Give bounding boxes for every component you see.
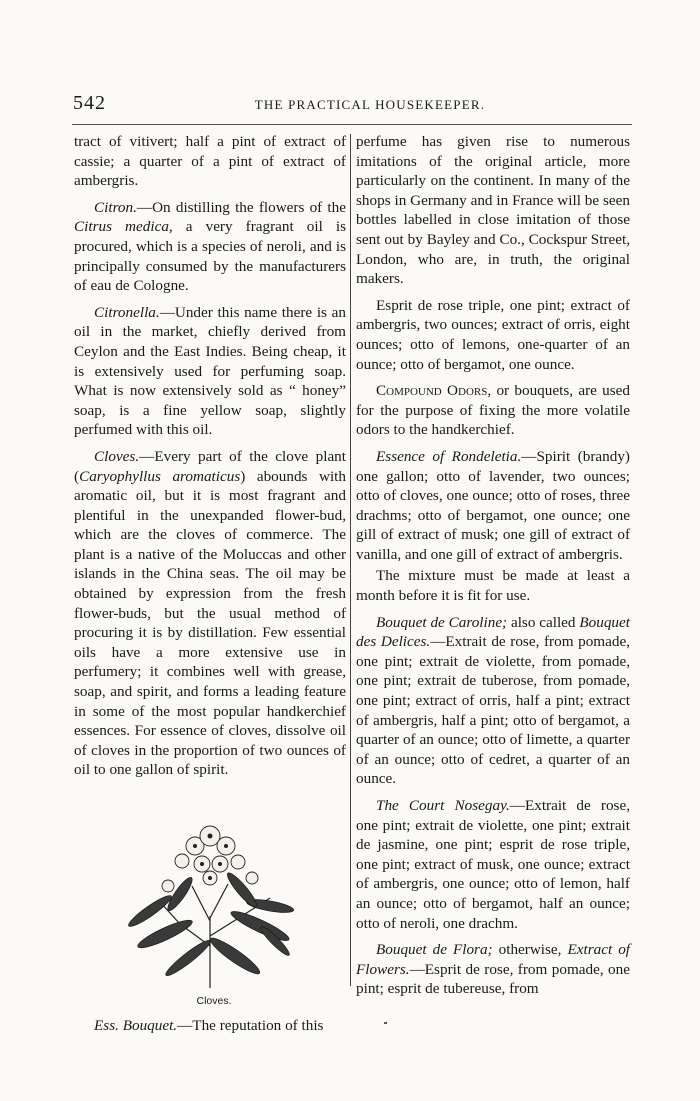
entry-heading: Essence of Rondeletia. bbox=[376, 447, 522, 465]
paragraph-ess-bouquet bbox=[74, 1016, 346, 1036]
entry-heading: Citronella. bbox=[94, 303, 160, 321]
paragraph-bouquet-flora bbox=[356, 940, 630, 999]
paragraph-text: —Every part of the clove plant ( bbox=[74, 447, 346, 485]
paragraph-rondeletia bbox=[356, 447, 630, 565]
figure-caption: Cloves. bbox=[196, 995, 232, 1007]
paragraph-text: otherwise, bbox=[492, 941, 568, 959]
entry-heading: Bouquet de Caroline; bbox=[376, 613, 508, 631]
paragraph-text: —Extrait de rose, from pomade, one pint; extrait de violette, from pomade, one pint; extrait de tuberose, from pomade, one pint; extract of orris, half a pint; extract of ambergris, half a pint; otto of bergamot, a quarter of an ounce; otto of limette, a quarter of an ounce; otto of cedret, a quarter of an ounce. bbox=[356, 633, 630, 788]
latin-name: Citrus medica bbox=[74, 218, 169, 236]
paragraph-text: —On distilling the flowers of the bbox=[136, 198, 346, 216]
paragraph-cloves bbox=[74, 447, 346, 780]
paragraph: perfume has given rise to numerous imitations of the original article, more particularly on the continent. In many of the shops in Germany and in France will be seen bottles labelled in close imitation of those sent out by Bayley and Co., Cockspur Street, London, who are, in truth, the original makers. bbox=[356, 133, 630, 288]
entry-heading: Compound Odors, bbox=[376, 382, 492, 400]
paragraph-mixture: The mixture must be made at least a month before it is fit for use. bbox=[356, 567, 630, 605]
paragraph-bouquet-caroline bbox=[356, 613, 630, 789]
paragraph-text: —Under this name there is an oil in the market, chiefly derived from Ceylon and the East Indies. Being cheap, it is extensively used for perfuming soap. What is now extensively sold as “ honey” soap, is a fine yellow soap, slightly perfumed with this oil. bbox=[74, 303, 346, 439]
entry-heading: Bouquet de Flora; bbox=[376, 941, 493, 959]
paragraph-text: ) abounds with aromatic oil, but it is most fragrant and plentiful in the unexpanded flower-bud, which are the cloves of commerce. The plant is a native of the Moluccas and other islands in the China seas. The oil may be obtained by expression from the fresh flower-buds, but the usual method of procuring it is by distillation. Few essential oils have a more extensive use in perfumery; it combines well with grease, soap, and spirit, and forms a leading feature in some of the most popular handkerchief essences. For essence of cloves, dissolve oil of cloves in the proportion of two ounces of oil to one gallon of spirit. bbox=[74, 467, 346, 779]
paragraph-text: —Esprit de rose, from pomade, one pint; esprit de tubereuse, from bbox=[356, 960, 630, 998]
latin-name: Caryophyllus aromaticus bbox=[79, 467, 241, 485]
paragraph: tract of vitivert; half a pint of extract of cassie; a quarter of a pint of extract of ambergris. bbox=[74, 133, 346, 190]
entry-heading: Ess. Bouquet. bbox=[94, 1016, 178, 1034]
paragraph-text: —The reputation of this bbox=[177, 1016, 324, 1034]
page-mark bbox=[384, 1022, 387, 1024]
paragraph-text: —Spirit (brandy) one gallon; otto of lavender, two ounces; otto of cloves, one ounce; otto of roses, three drachms; otto of bergamot, one ounce; one gill of extract of musk; one gill of extract of vanilla, and one gill of extract of ambergris. bbox=[356, 447, 630, 563]
entry-heading: Cloves. bbox=[94, 447, 140, 465]
column-divider bbox=[350, 134, 351, 986]
clove-plant-icon bbox=[110, 806, 310, 992]
paragraph-court-nosegay bbox=[356, 796, 630, 933]
paragraph-compound-odors bbox=[356, 381, 630, 440]
running-title: THE PRACTICAL HOUSEKEEPER. bbox=[254, 97, 486, 112]
paragraph-text: also called bbox=[507, 613, 580, 631]
paragraph-text: or bouquets, are used for the purpose of fixing the more volatile odors to the handkerchief. bbox=[356, 382, 630, 439]
entry-heading: Bouquet des Delices. bbox=[356, 613, 630, 651]
entry-heading: Citron. bbox=[94, 198, 137, 216]
page-number: 542 bbox=[73, 92, 106, 114]
right-column bbox=[356, 132, 630, 1006]
header-rule bbox=[72, 124, 632, 125]
paragraph-recipe: Esprit de rose triple, one pint; extract of ambergris, two ounces; extract of orris, eight ounces; otto of lemons, one-quarter of an ounce; otto of bergamot, one ounce. bbox=[356, 296, 630, 373]
clove-illustration bbox=[74, 806, 346, 1012]
paragraph-text: —Extrait de rose, one pint; extrait de violette, one pint; extrait de jasmine, one pint; esprit de rose triple, one pint; extract of musk, one ounce; extract of ambergris, one ounce; otto of lemon, half an ounce; otto of bergamot, half an ounce; otto of neroli, one drachm. bbox=[356, 797, 630, 932]
paragraph-text: , a very fragrant oil is procured, which is a species of neroli, and is principally consumed by the manufacturers of eau de Cologne. bbox=[74, 218, 347, 295]
left-column bbox=[74, 132, 346, 1042]
paragraph-citronella bbox=[74, 303, 346, 440]
entry-heading: Extract of Flowers. bbox=[356, 941, 631, 978]
entry-heading: The Court Nosegay. bbox=[376, 797, 510, 814]
paragraph-citron bbox=[74, 198, 346, 296]
